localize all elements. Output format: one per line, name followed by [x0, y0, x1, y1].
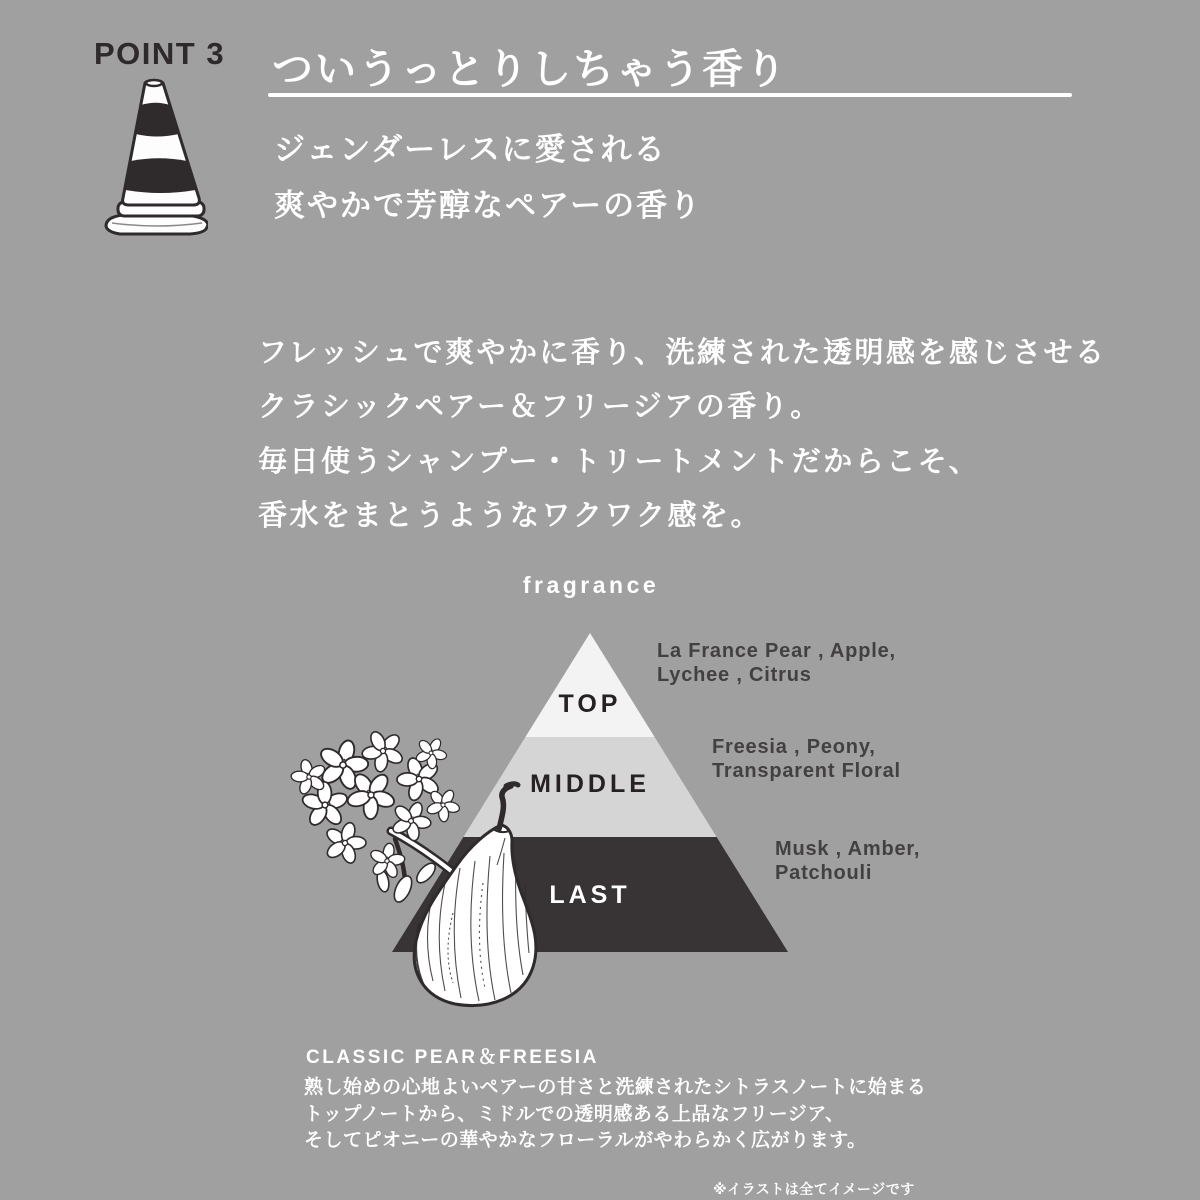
pear-illustration [414, 784, 536, 1006]
disclaimer-footnote: ※イラストは全てイメージです [713, 1181, 915, 1197]
fragrance-name-heading: CLASSIC PEAR＆FREESIA [306, 1047, 599, 1068]
middle-notes-line-2: Transparent Floral [712, 759, 901, 782]
last-notes-line-2: Patchouli [775, 861, 873, 884]
pyramid-top-label: TOP [558, 690, 622, 718]
subtitle-line-1: ジェンダーレスに愛される [274, 132, 667, 167]
description-line-3: そしてピオニーの華やかなフローラルがやわらかく広がります。 [304, 1130, 867, 1151]
traffic-cone-icon [96, 76, 208, 238]
description-line-2: トップノートから、ミドルでの透明感ある上品なフリージア、 [304, 1104, 845, 1125]
section-title: ついうっとりしちゃう香り [272, 46, 788, 92]
fragrance-label: fragrance [522, 572, 660, 598]
point-number-label: POINT 3 [94, 36, 226, 71]
subtitle-line-2: 爽やかで芳醇なペアーの香り [274, 188, 703, 223]
pyramid-last-label: LAST [549, 881, 631, 909]
intro-line-3: 毎日使うシャンプー・トリートメントだからこそ、 [258, 446, 981, 478]
intro-line-1: フレッシュで爽やかに香り、洗練された透明感を感じさせる [258, 337, 1107, 369]
top-notes-line-1: La France Pear , Apple, [657, 640, 896, 662]
middle-notes-line-1: Freesia , Peony, [712, 736, 876, 758]
top-notes-line-2: Lychee , Citrus [657, 663, 812, 686]
top-notes [657, 640, 896, 687]
pear-and-freesia-illustration [283, 713, 563, 1018]
last-notes-line-1: Musk , Amber, [775, 838, 921, 860]
intro-line-4: 香水をまとうようなワクワク感を。 [258, 500, 763, 532]
last-notes [775, 838, 920, 885]
description-line-1: 熟し始めの心地よいペアーの甘さと洗練されたシトラスノートに始まる [304, 1077, 927, 1098]
title-underline [268, 93, 1072, 97]
middle-notes [712, 736, 901, 783]
pyramid-middle-label: MIDDLE [530, 770, 650, 798]
intro-line-2: クラシックペアー＆フリージアの香り。 [258, 391, 822, 423]
pear-stem [499, 786, 511, 829]
